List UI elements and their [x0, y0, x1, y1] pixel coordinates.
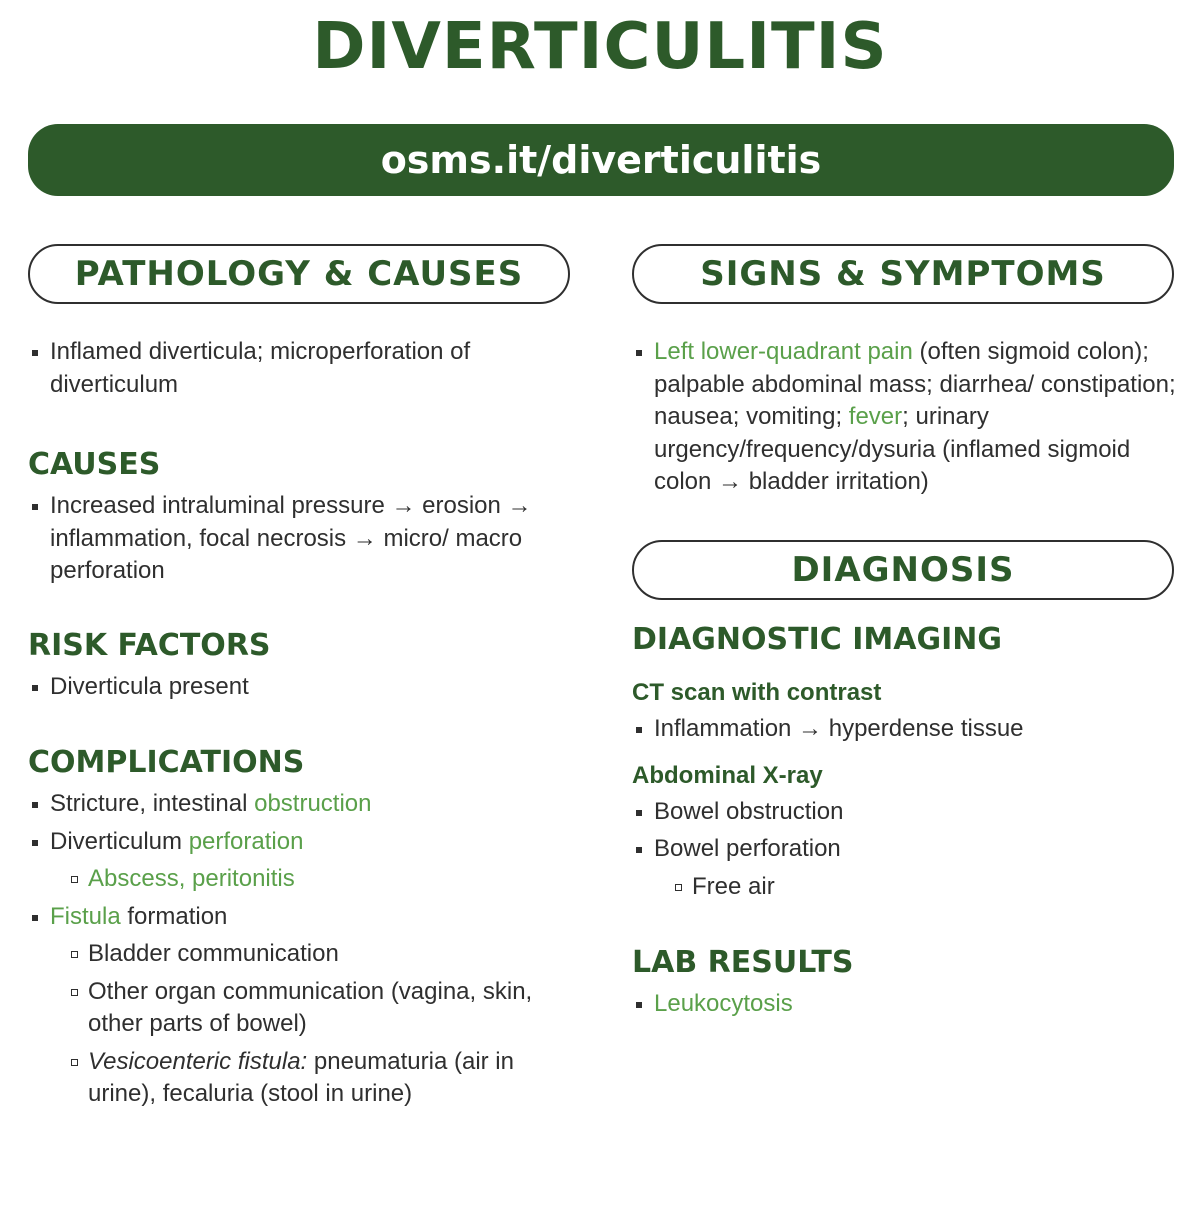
- list-item: [28, 788, 573, 821]
- list-item: [632, 336, 1177, 499]
- list-item: [28, 826, 573, 859]
- sub-list-item: [68, 1046, 573, 1111]
- obstruction-highlight: obstruction: [254, 790, 372, 817]
- pathology-causes-heading: PATHOLOGY & CAUSES: [28, 244, 570, 304]
- causes-heading: CAUSES: [28, 447, 161, 482]
- leukocytosis-highlight: Leukocytosis: [654, 990, 793, 1017]
- fever-highlight: fever: [848, 403, 903, 430]
- list-item: Increased intraluminal pressure → erosion → inflammation, focal necrosis → micro/ macro perforation: [28, 490, 573, 588]
- signs-list: [632, 336, 1177, 499]
- signs-text-b: ; urinary urgency/frequency/dysuria (inflamed sigmoid colon → bladder irritation): [654, 403, 1131, 495]
- diverticulum-text: Diverticulum: [50, 827, 189, 855]
- lab-list: [632, 988, 1177, 1021]
- left-column: [28, 336, 573, 1116]
- signs-symptoms-heading: SIGNS & SYMPTOMS: [632, 244, 1174, 304]
- signs-column: [632, 336, 1177, 504]
- ct-list: [632, 713, 1177, 746]
- causes-list: [28, 490, 573, 588]
- list-item: [632, 988, 1177, 1021]
- risk-factors-list: [28, 671, 573, 704]
- ct-scan-heading: CT scan with contrast: [632, 679, 882, 706]
- sub-list-item: Free air: [672, 871, 1177, 904]
- diagnosis-column: [632, 622, 1177, 1026]
- sub-list-item: [68, 863, 573, 896]
- risk-factors-heading: RISK FACTORS: [28, 627, 271, 663]
- pain-highlight: Left lower-quadrant pain: [654, 338, 913, 365]
- perforation-highlight: perforation: [188, 827, 304, 855]
- vesicoenteric-term: Vesicoenteric fistula:: [88, 1047, 308, 1075]
- lab-results-heading: LAB RESULTS: [632, 945, 854, 980]
- list-item: Inflamed diverticula; microperforation of diverticulum: [28, 336, 573, 401]
- list-item: Bowel perforation: [632, 833, 1177, 866]
- vesicoenteric-text: pneumaturia (air in urine), fecaluria (stool in urine): [88, 1047, 514, 1107]
- sub-list-item: Other organ communication (vagina, skin, other parts of bowel): [68, 976, 573, 1041]
- list-item: Inflammation → hyperdense tissue: [632, 713, 1177, 746]
- list-item: Bowel obstruction: [632, 796, 1177, 829]
- fistula-text: formation: [120, 902, 228, 930]
- abscess-highlight: Abscess, peritonitis: [88, 865, 295, 892]
- complications-heading: COMPLICATIONS: [28, 745, 305, 780]
- list-item: Diverticula present: [28, 671, 573, 704]
- stricture-text: Stricture, intestinal: [50, 790, 255, 817]
- fistula-highlight: Fistula: [50, 902, 121, 930]
- list-item: [28, 901, 573, 934]
- page-title: DIVERTICULITIS: [312, 10, 888, 84]
- xray-heading: Abdominal X-ray: [632, 761, 823, 789]
- diagnosis-heading: DIAGNOSIS: [632, 540, 1174, 600]
- url-banner[interactable]: osms.it/diverticulitis: [28, 124, 1174, 196]
- xray-list: [632, 796, 1177, 904]
- sub-list-item: Bladder communication: [68, 938, 573, 971]
- complications-list: [28, 788, 573, 1111]
- signs-text-a: (often sigmoid colon); palpable abdominal mass; diarrhea/ constipation; nausea; vomiting;: [654, 338, 1176, 430]
- pathology-list: [28, 336, 573, 401]
- diagnostic-imaging-heading: DIAGNOSTIC IMAGING: [632, 622, 1002, 657]
